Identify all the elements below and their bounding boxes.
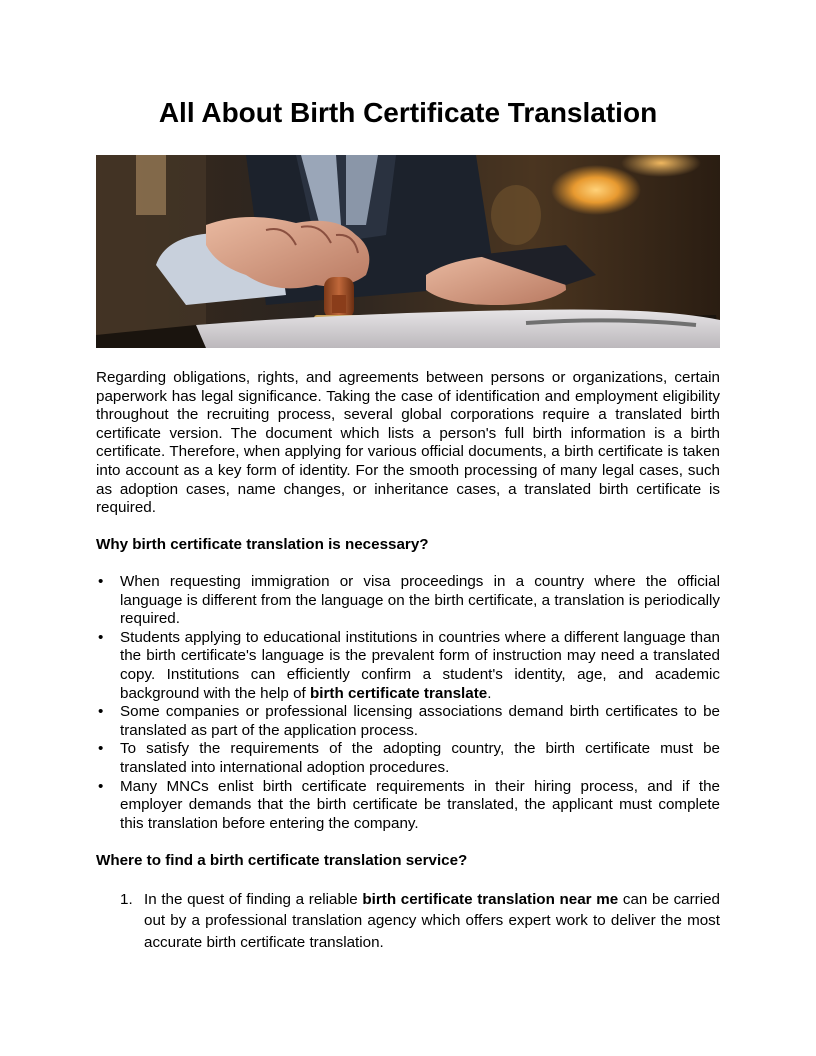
reasons-list: [96, 573, 720, 833]
stamp-photo-icon: [96, 155, 720, 348]
list-item: • When requesting immigration or visa proceedings in a country where the official language is different from the language on the birth certificate, a translation is periodically required.: [96, 573, 720, 629]
where-heading: Where to find a birth certificate translation service?: [96, 852, 468, 869]
keyword-translation-near-me: birth certificate translation near me: [362, 891, 619, 908]
list-item: [120, 889, 720, 953]
list-item-text: In the quest of finding a reliable: [144, 891, 363, 908]
hero-image: [96, 155, 720, 348]
page-title: All About Birth Certificate Translation: [158, 97, 658, 128]
list-item-text: Students applying to educational institutions in countries where a different language than the birth certificate's language is the prevalent form of instruction may need a translated copy. Institutions can efficiently confirm a student's identity, age, and academic background with the help of: [120, 628, 720, 702]
list-item-text-end: can be carried out by a professional translation agency which offers expert work to deliver the most accurate birth certificate translation.: [144, 891, 720, 951]
why-heading: Why birth certificate translation is necessary?: [96, 536, 429, 553]
list-item: • To satisfy the requirements of the adopting country, the birth certificate must be translated into international adoption procedures.: [96, 740, 720, 777]
list-number: 1.: [120, 891, 133, 908]
list-item-text-end: .: [487, 684, 492, 702]
list-item: • Many MNCs enlist birth certificate requirements in their hiring process, and if the employer demands that the birth certificate be translated, the applicant must complete this translation before entering the company.: [96, 778, 720, 834]
list-item: [96, 629, 720, 703]
steps-list: [120, 889, 720, 953]
intro-paragraph: Regarding obligations, rights, and agreements between persons or organizations, certain paperwork has legal significance. Taking the case of identification and employment eligibility throughout the recruiting process, several global corporations require a translated birth certificate version. The document which lists a person's full birth information is a birth certificate. Therefore, when applying for various official documents, a birth certificate is taken into account as a key form of identity. For the smooth processing of many legal cases, such as adoption cases, name changes, or inheritance cases, a translated birth certificate is required.: [96, 369, 720, 517]
list-item: • Some companies or professional licensing associations demand birth certificates to be translated as part of the application process.: [96, 703, 720, 740]
keyword-birth-certificate-translate: birth certificate translate: [309, 684, 488, 702]
